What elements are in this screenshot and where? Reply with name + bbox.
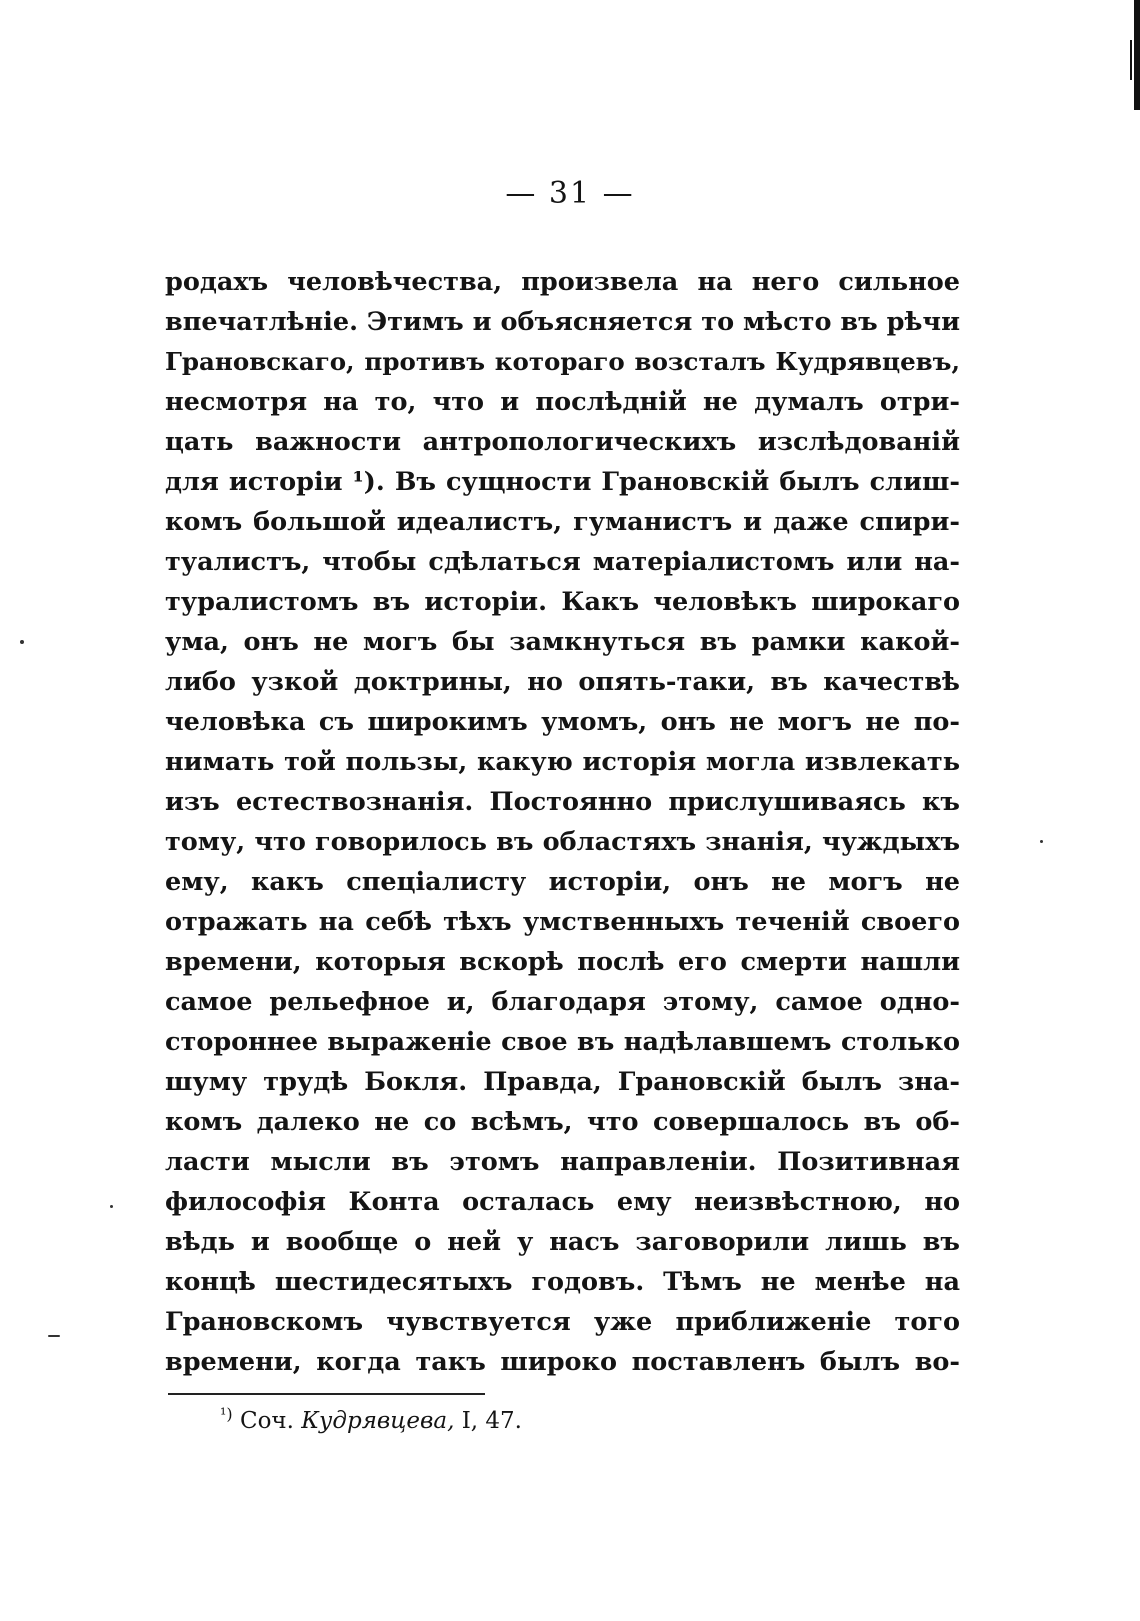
scan-edge-mark — [1130, 40, 1132, 80]
text-line: ума, онъ не могъ бы замкнуться въ рамки какой- — [165, 627, 960, 657]
footnote-marker: ¹) — [220, 1404, 233, 1424]
text-line: родахъ человѣчества, произвела на него сильное — [165, 267, 960, 297]
footnote-ref: I, 47. — [461, 1408, 522, 1434]
text-line: Грановскомъ чувствуется уже приближеніе того — [165, 1307, 960, 1337]
text-line: Грановскаго, противъ котораго возсталъ Кудрявцевъ, — [165, 347, 960, 376]
body-text — [165, 262, 960, 1382]
scan-edge-mark — [1134, 0, 1140, 110]
text-line: тому, что говорилось въ областяхъ знанія, чуждыхъ — [165, 827, 960, 857]
scan-speck — [1040, 840, 1043, 843]
text-line: комъ большой идеалистъ, гуманистъ и даже спири- — [165, 507, 960, 537]
scan-speck — [110, 1205, 113, 1208]
text-line: шуму трудѣ Бокля. Правда, Грановскій былъ зна- — [165, 1067, 960, 1097]
text-line: ему, какъ спеціалисту исторіи, онъ не могъ не — [165, 867, 960, 897]
text-line: нимать той пользы, какую исторія могла извлекать — [165, 747, 960, 777]
text-line: впечатлѣніе. Этимъ и объясняется то мѣсто въ рѣчи — [165, 307, 960, 337]
text-line: изъ естествознанія. Постоянно прислушиваясь къ — [165, 787, 960, 817]
footnote — [220, 1404, 522, 1434]
text-line: для исторіи ¹). Въ сущности Грановскій былъ слиш- — [165, 467, 960, 497]
text-line: стороннее выраженіе свое въ надѣлавшемъ столько — [165, 1027, 960, 1057]
text-line: отражать на себѣ тѣхъ умственныхъ теченій своего — [165, 907, 960, 937]
text-line: времени, которыя вскорѣ послѣ его смерти нашли — [165, 947, 960, 977]
text-line: человѣка съ широкимъ умомъ, онъ не могъ не по- — [165, 707, 960, 737]
scan-speck — [48, 1335, 60, 1337]
text-line: самое рельефное и, благодаря этому, самое одно- — [165, 987, 960, 1017]
scan-speck — [20, 640, 24, 644]
text-line: туалистъ, чтобы сдѣлаться матеріалистомъ или на- — [165, 547, 960, 577]
text-line: либо узкой доктрины, но опять-таки, въ качествѣ — [165, 667, 960, 697]
text-line: комъ далеко не со всѣмъ, что совершалось въ об- — [165, 1107, 960, 1137]
text-line: концѣ шестидесятыхъ годовъ. Тѣмъ не менѣе на — [165, 1267, 960, 1297]
footnote-prefix: Соч. — [239, 1408, 294, 1434]
footnote-author: Кудрявцева, — [301, 1408, 455, 1434]
text-line: времени, когда такъ широко поставленъ былъ во- — [165, 1347, 960, 1377]
footnote-divider — [168, 1393, 485, 1395]
text-line: несмотря на то, что и послѣдній не думалъ отри- — [165, 387, 960, 417]
text-line: философія Конта осталась ему неизвѣстною, но — [165, 1187, 960, 1217]
text-line: вѣдь и вообще о ней у насъ заговорили лишь въ — [165, 1227, 960, 1257]
text-line: туралистомъ въ исторіи. Какъ человѣкъ широкаго — [165, 587, 960, 617]
page-number: — 31 — — [505, 176, 635, 211]
text-line: цать важности антропологическихъ изслѣдованій — [165, 427, 960, 457]
text-line: ласти мысли въ этомъ направленіи. Позитивная — [165, 1147, 960, 1177]
